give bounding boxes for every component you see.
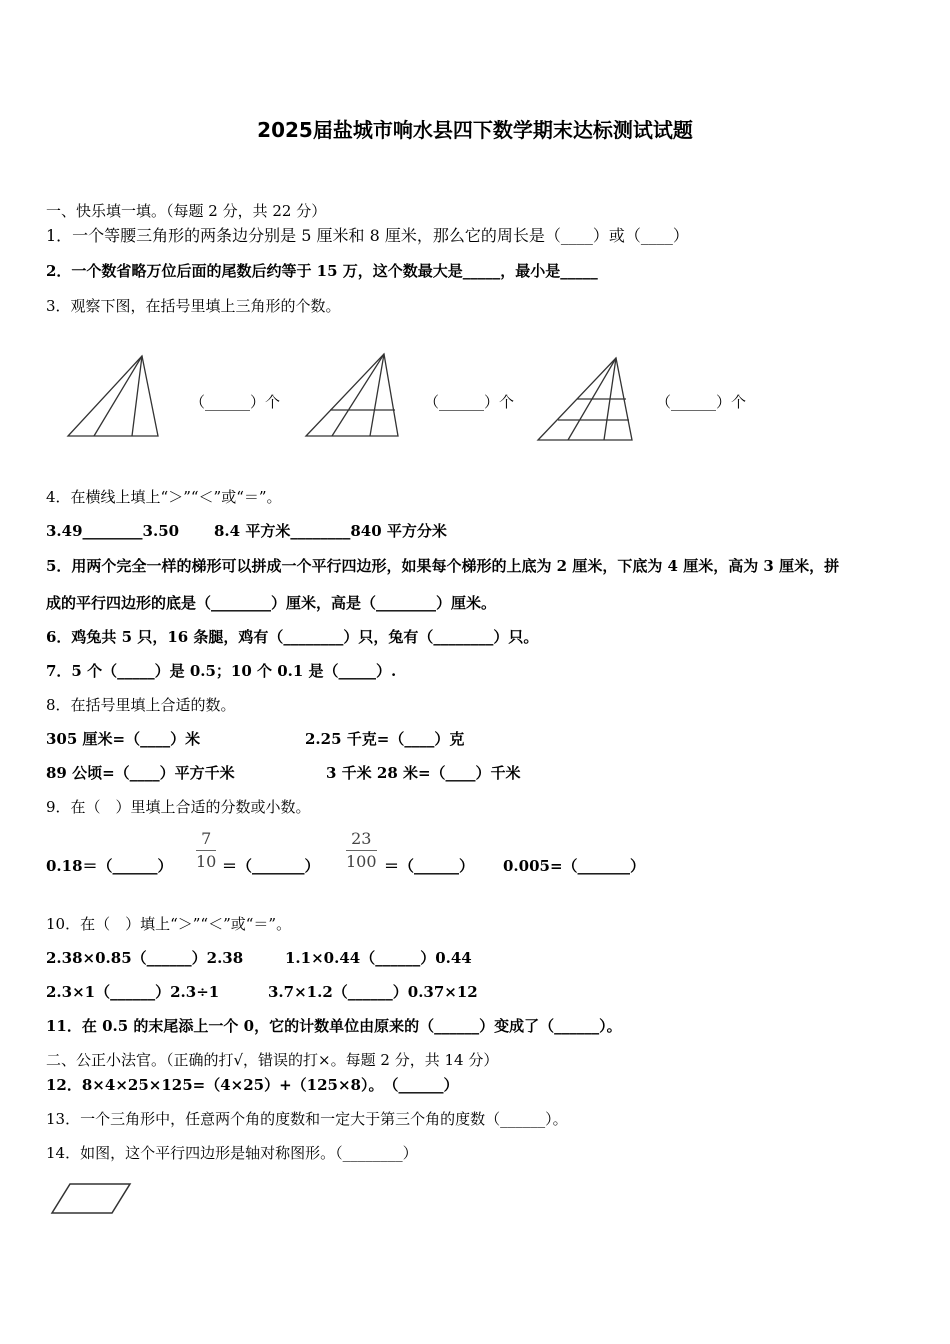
question-5-line-1: 5．用两个完全一样的梯形可以拼成一个平行四边形，如果每个梯形的上底为 2 厘米，下底为 4 厘米，高为 3 厘米，拼 bbox=[46, 557, 840, 575]
question-3-blank-1[interactable]: （______）个 bbox=[190, 393, 281, 411]
question-14: 14．如图，这个平行四边形是轴对称图形。（________） bbox=[46, 1144, 418, 1162]
question-8c: 89 公顷=（____）平方千米 bbox=[46, 764, 235, 782]
question-7: 7．5 个（_____）是 0.5；10 个 0.1 是（_____）. bbox=[46, 662, 397, 680]
question-3-blank-3[interactable]: （______）个 bbox=[656, 393, 747, 411]
question-11: 11．在 0.5 的末尾添上一个 0，它的计数单位由原来的（______）变成了（______）。 bbox=[46, 1017, 622, 1035]
question-4b: 8.4 平方米________840 平方分米 bbox=[214, 522, 447, 540]
fraction-1-denominator: 10 bbox=[196, 852, 217, 871]
question-8d: 3 千米 28 米=（____）千米 bbox=[326, 764, 521, 782]
triangle-figure-1 bbox=[60, 350, 170, 442]
question-9d: 0.005=（_______） bbox=[503, 857, 646, 875]
question-10b: 1.1×0.44（______）0.44 bbox=[285, 949, 472, 967]
question-4a: 3.49________3.50 bbox=[46, 522, 180, 540]
question-8: 8．在括号里填上合适的数。 bbox=[46, 696, 236, 714]
question-10d: 3.7×1.2（______）0.37×12 bbox=[268, 983, 478, 1001]
question-8b: 2.25 千克=（____）克 bbox=[305, 730, 465, 748]
question-9: 9．在（ ）里填上合适的分数或小数。 bbox=[46, 798, 311, 816]
question-8a: 305 厘米=（____）米 bbox=[46, 730, 201, 748]
question-6: 6．鸡兔共 5 只，16 条腿，鸡有（________）只，兔有（________）只。 bbox=[46, 628, 539, 646]
question-13: 13．一个三角形中，任意两个角的度数和一定大于第三个角的度数（______）。 bbox=[46, 1110, 568, 1128]
question-12: 12．8×4×25×125=（4×25）+（125×8）。 （______） bbox=[46, 1076, 459, 1094]
question-4: 4．在横线上填上“＞”“＜”或“＝”。 bbox=[46, 488, 282, 506]
fraction-1-numerator: 7 bbox=[196, 828, 216, 851]
question-10: 10．在（ ）填上“＞”“＜”或“＝”。 bbox=[46, 915, 292, 933]
question-10c: 2.3×1（______）2.3÷1 bbox=[46, 983, 220, 1001]
page-title: 2025届盐城市响水县四下数学期末达标测试试题 bbox=[257, 118, 693, 142]
question-3: 3．观察下图，在括号里填上三角形的个数。 bbox=[46, 297, 341, 315]
fraction-2-numerator: 23 bbox=[346, 828, 377, 851]
question-3-blank-2[interactable]: （______）个 bbox=[424, 393, 515, 411]
question-9a: 0.18＝（______） bbox=[46, 857, 173, 875]
question-2: 2．一个数省略万位后面的尾数后约等于 15 万，这个数最大是_____，最小是_____ bbox=[46, 262, 598, 280]
question-1: 1．一个等腰三角形的两条边分别是 5 厘米和 8 厘米，那么它的周长是（____）或（____） bbox=[46, 226, 689, 245]
fraction-2-denominator: 100 bbox=[346, 852, 377, 871]
question-9b: ＝（_______） bbox=[222, 857, 320, 875]
parallelogram-figure bbox=[46, 1180, 136, 1220]
triangle-figure-3 bbox=[532, 352, 642, 444]
fraction-seven-tenths bbox=[196, 828, 216, 873]
fraction-23-hundredths bbox=[346, 828, 377, 873]
question-9c: ＝（______） bbox=[384, 857, 475, 875]
question-10a: 2.38×0.85（______）2.38 bbox=[46, 949, 244, 967]
section-two-heading: 二、公正小法官。（正确的打√，错误的打×。每题 2 分，共 14 分） bbox=[46, 1051, 499, 1069]
question-5-line-2: 成的平行四边形的底是（________）厘米，高是（________）厘米。 bbox=[46, 594, 497, 612]
triangle-figure-2 bbox=[298, 348, 408, 442]
section-one-heading: 一、快乐填一填。（每题 2 分，共 22 分） bbox=[46, 202, 327, 220]
